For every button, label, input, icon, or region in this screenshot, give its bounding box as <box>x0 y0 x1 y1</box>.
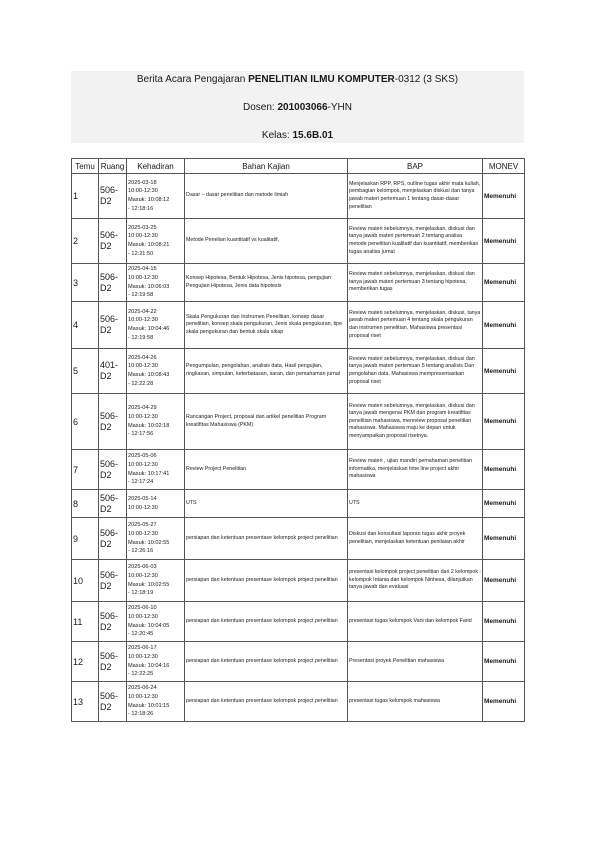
cell-monev: Memenuhi <box>483 518 525 560</box>
kelas-line <box>71 130 524 141</box>
cell-bap: Review materi sebelumnya, menjelaskan, diskusi, tanya jawab materi pertemuan 4 tentang skala pengukuran dan instrumen penelitian. Mahasiswa presentasi proposal riset <box>348 302 483 349</box>
cell-monev: Memenuhi <box>483 174 525 219</box>
cell-kehadiran <box>127 602 185 642</box>
session-date: 2025-03-18 <box>128 179 157 186</box>
check-in-time: Masuk: 10:04:05 <box>128 622 170 629</box>
cell-bap: Menjelaskan RPP, RPS, outline tugas akhir mata kuliah, pembagian kelompok, menjelaskan diskusi dan tanya jawab materi pertemuan 1 tentang dasar-dasar penelitian <box>348 174 483 219</box>
cell-temu: 5 <box>72 349 99 394</box>
cell-bahan-kajian: Metode Penelian kuantitatif vs kualitatif, <box>185 219 348 264</box>
cell-bap: Review materi sebelumnya, menjelaskan, diskusi dan tanya jawab mengenai PKM dan program kreatifitas penelitian mahasiswa, mereview proposal penelitian mahasiswa. Mahasiswa maju ke depan untuk menyampaikan proposal risetnya. <box>348 394 483 450</box>
check-in-time: Masuk: 10:02:55 <box>128 581 170 588</box>
cell-bap: Presentasi proyek Penelitian mahasiswa <box>348 642 483 682</box>
dosen-id: 201003066 <box>277 102 328 113</box>
session-time: 10:00-12:30 <box>128 461 158 468</box>
cell-monev: Memenuhi <box>483 490 525 518</box>
session-date: 2025-05-27 <box>128 522 157 529</box>
cell-temu: 6 <box>72 394 99 450</box>
table-row <box>72 174 525 219</box>
table-body <box>72 174 525 722</box>
check-out-time: - 12:22:25 <box>128 671 154 678</box>
col-header-temu: Temu <box>72 159 99 174</box>
cell-kehadiran <box>127 682 185 722</box>
title-prefix: Berita Acara Pengajaran <box>136 74 249 85</box>
table-row <box>72 642 525 682</box>
check-in-time: Masuk: 10:08:21 <box>128 242 170 248</box>
cell-monev: Memenuhi <box>483 394 525 450</box>
cell-ruang: 506-D2 <box>99 518 127 560</box>
cell-bahan-kajian: persiapan dan ketentuan presentase kelompok project penelitian <box>185 560 348 602</box>
cell-ruang: 506-D2 <box>99 174 127 219</box>
table-row <box>72 490 525 518</box>
col-header-bahan-kajian: Bahan Kajian <box>185 159 348 174</box>
cell-kehadiran <box>127 219 185 264</box>
cell-bap: presentasi tugas kelompok mahasiswa <box>348 682 483 722</box>
session-time: 10:00-12:30 <box>128 233 158 240</box>
check-in-time: Masuk: 10:08:43 <box>128 372 170 378</box>
cell-bap: Review materi , ujian mandiri pemahaman penelitian informatika, menjelaskan time line project akhir mahasiswa <box>348 450 483 490</box>
session-time: 10:00-12:30 <box>128 504 158 511</box>
session-date: 2025-05-14 <box>128 495 157 502</box>
cell-kehadiran <box>127 349 185 394</box>
cell-bahan-kajian: Review Project Penelitian <box>185 450 348 490</box>
cell-kehadiran <box>127 394 185 450</box>
session-time: 10:00-12:30 <box>128 613 158 620</box>
cell-kehadiran <box>127 560 185 602</box>
dosen-suffix: -YHN <box>327 102 352 113</box>
cell-monev: Memenuhi <box>483 302 525 349</box>
check-out-time: - 12:19:58 <box>128 292 154 299</box>
cell-ruang: 506-D2 <box>99 450 127 490</box>
col-header-bap: BAP <box>348 159 483 174</box>
cell-bap: presentasi tugas kelompok Vani dan kelompok Farid <box>348 602 483 642</box>
cell-temu: 1 <box>72 174 99 219</box>
kelas-value: 15.6B.01 <box>292 130 334 141</box>
session-time: 10:00-12:30 <box>128 363 158 370</box>
check-out-time: - 12:19:58 <box>128 334 154 341</box>
cell-bap: Review materi sebelumnya, menjelaskan, diskusi dan tanya jawab materi pertemuan 2 tentang analisa metode penelitian kualitatif dan kuantitatif, memberikan tugas analisa jurnal <box>348 219 483 264</box>
cell-bahan-kajian: Rancangan Project, proposal dan artikel penelitian Program kreatifitas Mahasiswa (PKM) <box>185 394 348 450</box>
check-out-time: - 12:18:26 <box>128 711 154 718</box>
check-out-time: - 12:26:16 <box>128 548 154 555</box>
cell-ruang: 506-D2 <box>99 219 127 264</box>
check-in-time: Masuk: 10:01:15 <box>128 702 170 709</box>
cell-monev: Memenuhi <box>483 682 525 722</box>
cell-bap: UTS <box>348 490 483 518</box>
table-row <box>72 602 525 642</box>
session-date: 2025-06-10 <box>128 605 157 612</box>
check-out-time: - 12:17:56 <box>128 431 154 438</box>
table-row <box>72 219 525 264</box>
cell-kehadiran <box>127 450 185 490</box>
cell-ruang: 506-D2 <box>99 560 127 602</box>
cell-kehadiran <box>127 642 185 682</box>
cell-bahan-kajian: Pengumpulan, pengolahan, analisis data, Hasil pengujian, ringkasan, simpulan, keterbatasan, saran, dan pemahaman jurnal <box>185 349 348 394</box>
cell-ruang: 401-D2 <box>99 349 127 394</box>
cell-temu: 10 <box>72 560 99 602</box>
check-in-time: Masuk: 10:06:03 <box>128 283 170 290</box>
table-row <box>72 302 525 349</box>
cell-kehadiran <box>127 302 185 349</box>
dosen-label: Dosen: <box>243 102 278 113</box>
cell-temu: 2 <box>72 219 99 264</box>
cell-temu: 8 <box>72 490 99 518</box>
col-header-ruang: Ruang <box>99 159 127 174</box>
cell-ruang: 506-D2 <box>99 682 127 722</box>
cell-monev: Memenuhi <box>483 450 525 490</box>
course-name: PENELITIAN ILMU KOMPUTER <box>248 74 395 85</box>
session-time: 10:00-12:30 <box>128 530 158 537</box>
cell-bahan-kajian: Dasar – dasar penelitian dan metode ilmiah <box>185 174 348 219</box>
session-date: 2025-04-15 <box>128 266 157 273</box>
session-date: 2025-04-29 <box>128 405 157 412</box>
cell-ruang: 506-D2 <box>99 642 127 682</box>
cell-monev: Memenuhi <box>483 349 525 394</box>
session-time: 10:00-12:30 <box>128 317 158 324</box>
course-code: -0312 (3 SKS) <box>394 74 459 85</box>
check-out-time: - 12:18:19 <box>128 590 154 597</box>
cell-ruang: 506-D2 <box>99 394 127 450</box>
cell-bap: presentasi kelompok project penelitian dari 2 kelompok : kelompok Intania dan kelompok Ninhesa, dilanjutkan tanya jawab dan evaluasi <box>348 560 483 602</box>
cell-temu: 12 <box>72 642 99 682</box>
table-row <box>72 518 525 560</box>
check-in-time: Masuk: 10:04:46 <box>128 326 170 332</box>
col-header-monev: MONEV <box>483 159 525 174</box>
session-date: 2025-04-26 <box>128 354 157 361</box>
session-date: 2025-06-17 <box>128 645 157 652</box>
cell-bahan-kajian: persiapan dan ketentuan presentase kelompok project penelitian <box>185 518 348 560</box>
table-row <box>72 450 525 490</box>
cell-bap: Review materi sebelumnya, menjelaskan, diskusi dan tanya jawab materi pertemuan 5 tentang analisis Dan pengolahan data. Mahasiswa mempresentasikan proposal riset <box>348 349 483 394</box>
cell-ruang: 506-D2 <box>99 302 127 349</box>
session-time: 10:00-12:30 <box>128 693 158 700</box>
cell-ruang: 506-D2 <box>99 490 127 518</box>
table-row <box>72 394 525 450</box>
attendance-table <box>71 158 525 722</box>
session-date: 2025-05-06 <box>128 453 157 460</box>
col-header-kehadiran: Kehadiran <box>127 159 185 174</box>
cell-bahan-kajian: persiapan dan ketentuan presentase kelompok project penelitian <box>185 602 348 642</box>
check-in-time: Masuk: 10:04:16 <box>128 662 170 669</box>
cell-ruang: 506-D2 <box>99 602 127 642</box>
cell-monev: Memenuhi <box>483 602 525 642</box>
cell-bahan-kajian: Konsep Hipotesa, Bentuk Hipotesa, Jenis hipotesa, pengujian Pengujian Hipotesa, Jenis data hipotesis <box>185 264 348 302</box>
check-out-time: - 12:18:16 <box>128 205 154 212</box>
cell-temu: 3 <box>72 264 99 302</box>
session-time: 10:00-12:30 <box>128 274 158 281</box>
cell-bahan-kajian: persiapan dan ketentuan presentase kelompok project penelitian <box>185 642 348 682</box>
session-date: 2025-06-24 <box>128 685 157 692</box>
check-in-time: Masuk: 10:17:41 <box>128 470 170 477</box>
check-out-time: - 12:22:28 <box>128 380 154 387</box>
cell-monev: Memenuhi <box>483 264 525 302</box>
session-time: 10:00-12:30 <box>128 188 158 195</box>
check-out-time: - 12:20:45 <box>128 631 154 638</box>
cell-bap: Review materi sebelumnya, menjelaskan, diskusi dan tanya jawab materi pertemuan 3 tentang hipotesa, memberikan tugas <box>348 264 483 302</box>
session-date: 2025-06-03 <box>128 564 157 571</box>
check-in-time: Masuk: 10:02:55 <box>128 539 170 546</box>
cell-kehadiran <box>127 174 185 219</box>
table-row <box>72 560 525 602</box>
table-header-row <box>72 159 525 174</box>
title-line <box>71 74 524 85</box>
session-time: 10:00-12:30 <box>128 413 158 420</box>
cell-bahan-kajian: UTS <box>185 490 348 518</box>
session-date: 2025-04-22 <box>128 308 157 315</box>
cell-kehadiran <box>127 264 185 302</box>
kelas-label: Kelas: <box>261 130 293 141</box>
cell-monev: Memenuhi <box>483 219 525 264</box>
cell-bahan-kajian: persiapan dan ketentuan presentase kelompok project penelitian <box>185 682 348 722</box>
cell-monev: Memenuhi <box>483 560 525 602</box>
table-row <box>72 349 525 394</box>
table-row <box>72 682 525 722</box>
dosen-line <box>71 102 524 113</box>
cell-monev: Memenuhi <box>483 642 525 682</box>
cell-temu: 7 <box>72 450 99 490</box>
session-time: 10:00-12:30 <box>128 653 158 660</box>
cell-temu: 11 <box>72 602 99 642</box>
cell-temu: 9 <box>72 518 99 560</box>
cell-temu: 4 <box>72 302 99 349</box>
session-time: 10:00-12:30 <box>128 572 158 579</box>
check-out-time: - 12:21:50 <box>128 250 154 257</box>
check-in-time: Masuk: 10:08:12 <box>128 197 170 203</box>
table-row <box>72 264 525 302</box>
cell-bap: Diskusi dan konsultasi laporan tugas akhir proyek penelitian, menjelaskan ketentuan penilaian akhir <box>348 518 483 560</box>
cell-bahan-kajian: Skala Pengukuran dan Instrumen Penelitian, konsep dasar penelitian, konsep skala pengukuran, Jenis skala pengukuran, tipe skala pengukuran dan bentuk skala sikap <box>185 302 348 349</box>
session-date: 2025-03-25 <box>128 224 157 231</box>
check-in-time: Masuk: 10:02:18 <box>128 422 170 429</box>
cell-kehadiran <box>127 518 185 560</box>
cell-temu: 13 <box>72 682 99 722</box>
document-header <box>71 71 524 143</box>
cell-kehadiran <box>127 490 185 518</box>
cell-ruang: 506-D2 <box>99 264 127 302</box>
check-out-time: - 12:17:24 <box>128 479 154 486</box>
